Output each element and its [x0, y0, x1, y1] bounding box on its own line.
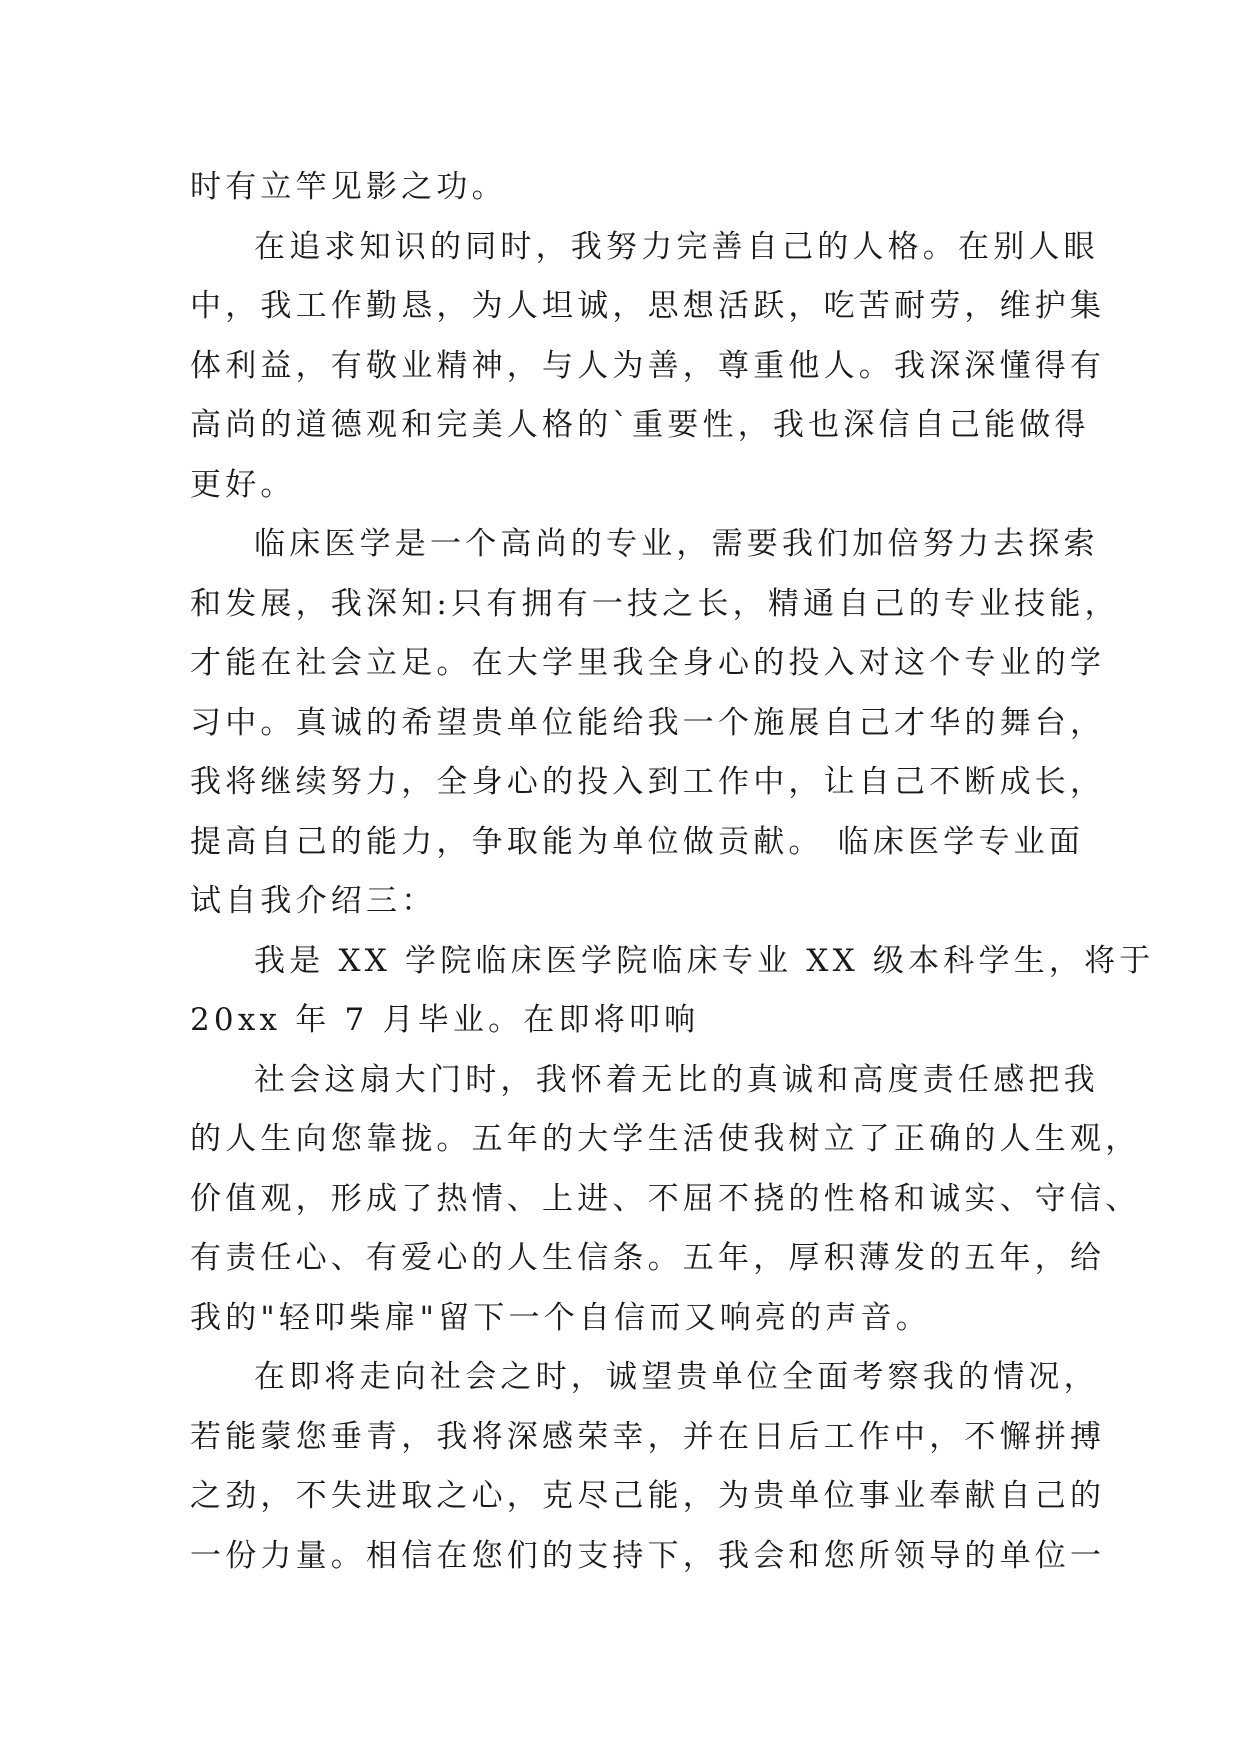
text-line: 有责任心、有爱心的人生信条。五年，厚积薄发的五年，给 — [190, 1240, 1106, 1276]
text-line: 之劲，不失进取之心，克尽己能，为贵单位事业奉献自己的 — [190, 1478, 1106, 1514]
text-line: 的人生向您靠拢。五年的大学生活使我树立了正确的人生观， — [190, 1121, 1141, 1157]
text-line: 社会这扇大门时，我怀着无比的真诚和高度责任感把我 — [254, 1061, 1099, 1098]
text-line: 若能蒙您垂青，我将深感荣幸，并在日后工作中，不懈拼搏 — [190, 1418, 1106, 1455]
text-line: 习中。真诚的希望贵单位能给我一个施展自己才华的舞台， — [190, 704, 1106, 741]
text-line: 体利益，有敬业精神，与人为善，尊重他人。我深深懂得有 — [190, 347, 1106, 384]
text-line: 临床医学是一个高尚的专业，需要我们加倍努力去探索 — [254, 526, 1099, 562]
text-line: 提高自己的能力，争取能为单位做贡献。 临床医学专业面 — [190, 823, 1085, 860]
text-line: 和发展，我深知:只有拥有一技之长，精通自己的专业技能， — [190, 585, 1120, 622]
text-line: 才能在社会立足。在大学里我全身心的投入对这个专业的学 — [190, 645, 1106, 681]
text-line: 我将继续努力，全身心的投入到工作中，让自己不断成长， — [190, 764, 1106, 800]
text-line: 我是 XX 学院临床医学院临床专业 XX 级本科学生，将于 — [254, 942, 1155, 979]
text-line: 一份力量。相信在您们的支持下，我会和您所领导的单位一 — [190, 1537, 1106, 1574]
text-line: 价值观，形成了热情、上进、不屈不挠的性格和诚实、守信、 — [190, 1180, 1141, 1217]
text-line: 高尚的道德观和完美人格的`重要性，我也深信自己能做得 — [190, 407, 1090, 443]
text-line: 更好。 — [190, 466, 296, 503]
text-line: 时有立竿见影之功。 — [190, 169, 507, 205]
text-line: 中，我工作勤恳，为人坦诚，思想活跃，吃苦耐劳，维护集 — [190, 288, 1106, 324]
text-line: 在追求知识的同时，我努力完善自己的人格。在别人眼 — [254, 228, 1099, 265]
text-line: 20xx 年 7 月毕业。在即将叩响 — [190, 1002, 700, 1038]
text-line: 我的"轻叩柴扉"留下一个自信而又响亮的声音。 — [190, 1299, 931, 1336]
text-line: 在即将走向社会之时，诚望贵单位全面考察我的情况， — [254, 1359, 1099, 1395]
text-line: 试自我介绍三： — [190, 883, 437, 919]
document-body — [190, 158, 1155, 1586]
